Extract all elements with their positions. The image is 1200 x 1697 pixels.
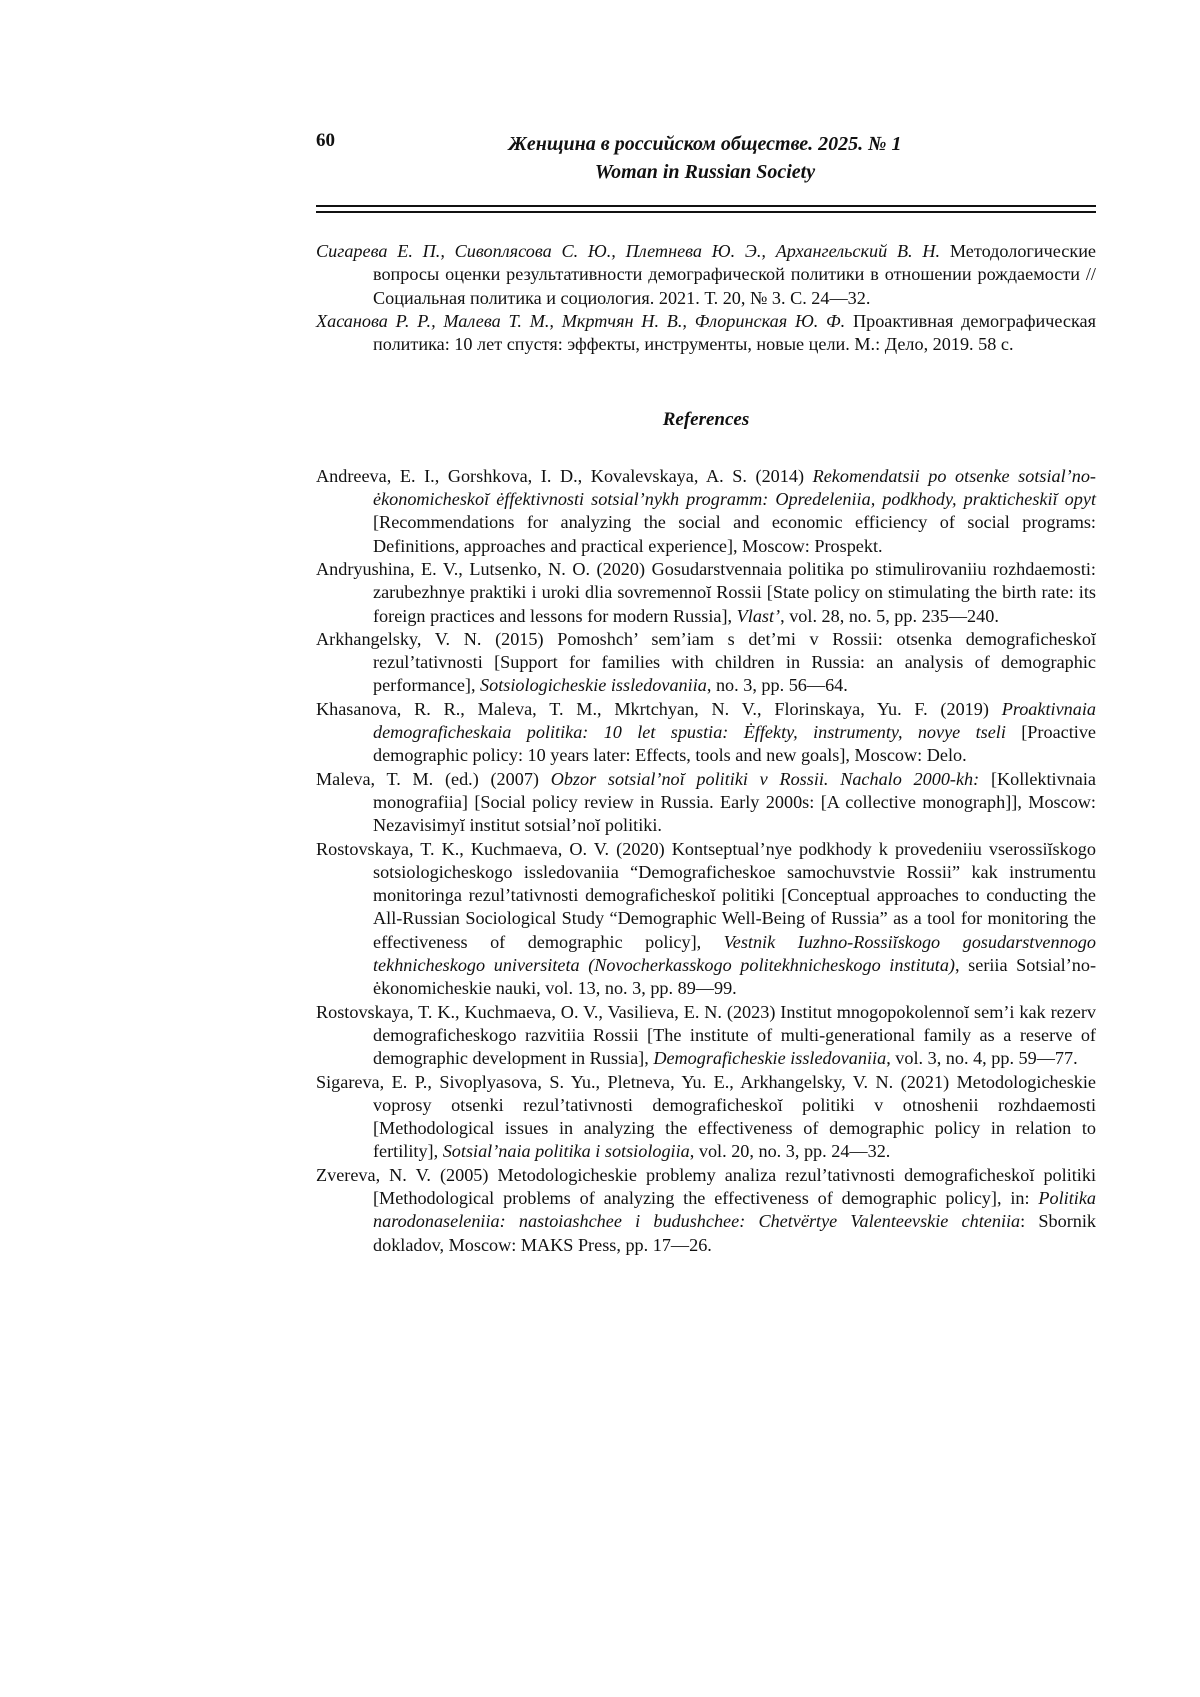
ref-text: [Recommendations for analyzing the social and economic efficiency of social programs: Definitions, approaches and practical experience], Moscow: Prospekt.: [373, 512, 1096, 555]
ref-text: Rostovskaya, T. K., Kuchmaeva, O. V., Vasilieva, E. N. (2023) Institut mnogopokolennoĭ sem’i kak rezerv demograficheskogo razvitiia Rossii [The institute of multi-generational family as a reserve of demographic development in Russia],: [316, 1002, 1096, 1069]
ref-text: [Proactive demographic policy: 10 years later: Effects, tools and new goals], Moscow: Delo.: [373, 722, 1096, 765]
reference-item: [316, 628, 1096, 698]
ref-text: , seriia Sotsial’no-ėkonomicheskie nauki, vol. 13, no. 3, pp. 89—99.: [373, 955, 1096, 998]
ref-italic: Sotsiologicheskie issledovaniia: [480, 675, 707, 695]
ref-text: Andreeva, E. I., Gorshkova, I. D., Kovalevskaya, A. S. (2014): [316, 466, 813, 486]
ref-text: Rostovskaya, T. K., Kuchmaeva, O. V. (2020) Kontseptual’nye podkhody k provedeniiu vserossiĭskogo sotsiologicheskogo issledovaniia “Demograficheskoe samochuvstvie Rossii” kak instrumentu monitoringa rezul’tativnosti demograficheskoĭ politiki [Conceptual approaches to conducting the All-Russian Sociological Study “Demographic Well-Being of Russia” as a tool for monitoring the effectiveness of demographic policy],: [316, 839, 1096, 952]
ref-text: [Kollektivnaia monografiia] [Social policy review in Russia. Early 2000s: [A collective monograph]], Moscow: Nezavisimyĭ institut sotsial’noĭ politiki.: [373, 769, 1096, 836]
ref-italic: Proaktivnaia demograficheskaia politika: 10 let spustia: Ėffekty, instrumenty, novye tseli: [373, 699, 1096, 742]
ref-italic: Vlast’: [737, 606, 780, 626]
reference-item: [316, 1001, 1096, 1071]
ref-text: , vol. 28, no. 5, pp. 235—240.: [780, 606, 999, 626]
ref-text: , vol. 20, no. 3, pp. 24—32.: [690, 1141, 891, 1161]
reference-item: [316, 465, 1096, 558]
ref-text: : Sbornik dokladov, Moscow: MAKS Press, pp. 17—26.: [373, 1211, 1096, 1254]
journal-title-en: Woman in Russian Society: [340, 158, 1070, 186]
header-rule-bottom: [316, 211, 1096, 213]
ru-ref-authors: Сигарева Е. П., Сивоплясова С. Ю., Плетнева Ю. Э., Архангельский В. Н.: [316, 241, 940, 261]
ref-text: Andryushina, E. V., Lutsenko, N. O. (2020) Gosudarstvennaia politika po stimulirovaniiu rozhdaemosti: zarubezhnye praktiki i uroki dlia sovremennoĭ Rossii [State policy on stimulating the birth rate: its foreign practices and lessons for modern Russia],: [316, 559, 1096, 626]
ref-text: Sigareva, E. P., Sivoplyasova, S. Yu., Pletneva, Yu. E., Arkhangelsky, V. N. (2021) Metodologicheskie voprosy otsenki rezul’tativnosti demograficheskoĭ politiki v otnoshenii rozhdaemosti [Methodological issues in analyzing the effectiveness of demographic policy in relation to fertility],: [316, 1072, 1096, 1162]
ru-ref-text: Проактивная демографическая политика: 10 лет спустя: эффекты, инструменты, новые цели. М.: Дело, 2019. 58 с.: [373, 311, 1096, 354]
reference-item: [316, 698, 1096, 768]
ref-italic: Sotsial’naia politika i sotsiologiia: [443, 1141, 690, 1161]
ref-italic: Demograficheskie issledovaniia: [653, 1048, 886, 1068]
ref-text: Maleva, T. M. (ed.) (2007): [316, 769, 551, 789]
journal-title-ru: Женщина в российском обществе. 2025. № 1: [340, 130, 1070, 158]
reference-item: [316, 838, 1096, 1001]
ru-ref-authors: Хасанова Р. Р., Малева Т. М., Мкртчян Н. В., Флоринская Ю. Ф.: [316, 311, 845, 331]
reference-item: [316, 1164, 1096, 1257]
ref-text: Zvereva, N. V. (2005) Metodologicheskie problemy analiza rezul’tativnosti demograficheskoĭ politiki [Methodological problems of analyzing the effectiveness of demographic policy], in:: [316, 1165, 1096, 1208]
references-heading: References: [316, 356, 1096, 464]
ru-ref-item: [316, 310, 1096, 357]
ru-ref-text: Методологические вопросы оценки результативности демографической политики в отношении рождаемости // Социальная политика и социология. 2021. Т. 20, № 3. С. 24—32.: [373, 241, 1096, 308]
reference-item: [316, 768, 1096, 838]
journal-title: [340, 130, 1070, 186]
ref-italic: Vestnik Iuzhno-Rossiĭskogo gosudarstvennogo tekhnicheskogo universiteta (Novocherkasskogo politekhnicheskogo instituta): [373, 932, 1096, 975]
ref-text: , vol. 3, no. 4, pp. 59—77.: [886, 1048, 1077, 1068]
ref-text: Khasanova, R. R., Maleva, T. M., Mkrtchyan, N. V., Florinskaya, Yu. F. (2019): [316, 699, 1002, 719]
ref-text: , no. 3, pp. 56—64.: [707, 675, 848, 695]
ref-text: Arkhangelsky, V. N. (2015) Pomoshch’ sem’iam s det’mi v Rossii: otsenka demograficheskoĭ rezul’tativnosti [Support for families with children in Russia: an analysis of demographic performance],: [316, 629, 1096, 696]
ref-italic: Rekomendatsii po otsenke sotsial’no-ėkonomicheskoĭ ėffektivnosti sotsial’nykh programm: Opredeleniia, podkhody, prakticheskiĭ opyt: [373, 466, 1096, 509]
ref-italic: Obzor sotsial’noĭ politiki v Rossii. Nachalo 2000-kh:: [551, 769, 980, 789]
reference-item: [316, 558, 1096, 628]
page-number: 60: [316, 130, 335, 152]
ref-italic: Politika narodonaseleniia: nastoiashchee i budushchee: Chetvërtye Valenteevskie chteniia: [373, 1188, 1096, 1231]
reference-item: [316, 1071, 1096, 1164]
ru-ref-item: [316, 240, 1096, 310]
references-content: [316, 240, 1096, 1257]
header-rule-top: [316, 205, 1096, 207]
